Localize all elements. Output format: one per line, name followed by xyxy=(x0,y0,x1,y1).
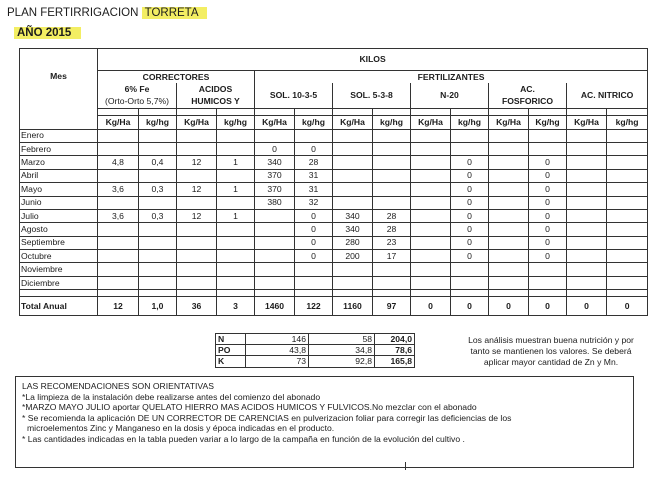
table-row xyxy=(20,129,648,142)
note-line: aplicar mayor cantidad de Zn y Mn. xyxy=(483,357,619,367)
month-name: Septiembre xyxy=(20,236,98,249)
table-cell xyxy=(139,263,177,276)
recommendations-heading: LAS RECOMENDACIONES SON ORIENTATIVAS xyxy=(22,381,214,391)
table-cell xyxy=(373,263,411,276)
table-cell: 0 xyxy=(529,250,567,263)
table-cell: 370 xyxy=(255,183,295,196)
table-cell xyxy=(98,129,139,142)
table-cell xyxy=(295,276,333,289)
table-cell: 32 xyxy=(295,196,333,209)
recommendation-line: microelementos Zinc y Manganeso en la dosis y época indicadas en el producto. xyxy=(27,423,335,433)
table-cell xyxy=(255,263,295,276)
table-cell xyxy=(373,142,411,155)
table-cell: 3,6 xyxy=(98,183,139,196)
table-cell xyxy=(177,236,217,249)
table-cell: 0,3 xyxy=(139,209,177,222)
table-row xyxy=(20,209,648,222)
table-cell xyxy=(139,236,177,249)
table-cell: 0 xyxy=(295,250,333,263)
document-title xyxy=(7,7,207,19)
table-cell xyxy=(567,129,607,142)
unit-header: Kg/Ha xyxy=(567,116,607,129)
unit-header: kg/hg xyxy=(373,116,411,129)
total-row xyxy=(20,297,648,316)
unit-header: Kg/Ha xyxy=(411,116,451,129)
table-cell xyxy=(411,250,451,263)
kilos-header: KILOS xyxy=(98,49,648,71)
fertilizantes-header: FERTILIZANTES xyxy=(255,71,648,84)
table-cell xyxy=(98,236,139,249)
note-line: tanto se mantienen los valores. Se deberá xyxy=(470,346,632,356)
sol538-header: SOL. 5-3-8 xyxy=(333,83,411,108)
table-row xyxy=(20,196,648,209)
table-cell xyxy=(489,183,529,196)
scan-mark xyxy=(405,462,406,470)
table-cell xyxy=(177,223,217,236)
month-name: Febrero xyxy=(20,142,98,155)
table-cell: 28 xyxy=(373,223,411,236)
unit-header: kg/hg xyxy=(607,116,648,129)
total-cell: 1160 xyxy=(333,297,373,316)
table-cell xyxy=(333,263,373,276)
total-cell: 36 xyxy=(177,297,217,316)
table-cell xyxy=(567,276,607,289)
table-cell xyxy=(177,276,217,289)
table-row xyxy=(20,250,648,263)
table-cell xyxy=(139,196,177,209)
fe-header-2: (Orto-Orto 5,7%) xyxy=(98,96,177,109)
npk-row xyxy=(216,345,415,356)
table-cell xyxy=(567,223,607,236)
table-cell: 31 xyxy=(295,183,333,196)
table-cell: 340 xyxy=(333,223,373,236)
table-cell xyxy=(411,129,451,142)
total-cell: 0 xyxy=(529,297,567,316)
table-cell xyxy=(217,223,255,236)
table-cell xyxy=(139,276,177,289)
month-name: Enero xyxy=(20,129,98,142)
table-cell xyxy=(98,263,139,276)
table-cell xyxy=(607,250,648,263)
total-cell: 0 xyxy=(489,297,529,316)
table-cell xyxy=(567,209,607,222)
table-cell xyxy=(529,142,567,155)
table-cell: 12 xyxy=(177,156,217,169)
table-cell xyxy=(489,236,529,249)
table-cell xyxy=(373,183,411,196)
table-cell xyxy=(217,196,255,209)
table-cell: 17 xyxy=(373,250,411,263)
table-cell xyxy=(139,223,177,236)
table-cell xyxy=(607,129,648,142)
table-cell xyxy=(333,196,373,209)
table-cell xyxy=(373,129,411,142)
total-cell: 0 xyxy=(451,297,489,316)
table-cell: 0 xyxy=(529,196,567,209)
table-cell xyxy=(177,169,217,182)
table-cell: 370 xyxy=(255,169,295,182)
table-cell: 0 xyxy=(451,169,489,182)
recommendation-line: * Se recomienda la aplicación DE UN CORRECTOR DE CARENCIAS en pulverizacion foliar para corregir las deficiencias de los xyxy=(22,412,512,423)
table-cell: 0 xyxy=(451,183,489,196)
table-cell: 23 xyxy=(373,236,411,249)
month-name: Octubre xyxy=(20,250,98,263)
table-cell xyxy=(98,276,139,289)
npk-label: K xyxy=(216,356,246,367)
table-cell xyxy=(529,276,567,289)
table-cell xyxy=(411,223,451,236)
nitrico-header: AC. NITRICO xyxy=(567,83,648,108)
table-cell xyxy=(411,156,451,169)
table-cell: 12 xyxy=(177,183,217,196)
fosforico-header-2: FOSFORICO xyxy=(489,96,567,109)
table-cell xyxy=(489,263,529,276)
table-cell: 200 xyxy=(333,250,373,263)
table-cell xyxy=(98,169,139,182)
unit-header: Kg/Ha xyxy=(177,116,217,129)
table-cell xyxy=(607,209,648,222)
unit-header: kg/hg xyxy=(217,116,255,129)
table-cell xyxy=(607,223,648,236)
recommendations-box xyxy=(15,376,634,468)
total-cell: 1,0 xyxy=(139,297,177,316)
table-cell xyxy=(567,236,607,249)
table-cell: 0 xyxy=(529,223,567,236)
table-cell xyxy=(295,263,333,276)
table-cell xyxy=(411,169,451,182)
npk-value: 43,8 xyxy=(246,345,309,356)
month-name: Marzo xyxy=(20,156,98,169)
table-cell xyxy=(567,183,607,196)
table-cell xyxy=(607,196,648,209)
table-cell: 1 xyxy=(217,183,255,196)
table-cell xyxy=(489,129,529,142)
table-cell: 340 xyxy=(255,156,295,169)
table-cell: 28 xyxy=(373,209,411,222)
table-cell xyxy=(373,276,411,289)
table-cell xyxy=(489,223,529,236)
table-cell xyxy=(177,142,217,155)
table-cell: 0 xyxy=(451,223,489,236)
npk-summary-table xyxy=(215,333,415,368)
table-cell: 1 xyxy=(217,209,255,222)
total-cell: 12 xyxy=(98,297,139,316)
table-cell xyxy=(489,156,529,169)
table-cell xyxy=(98,142,139,155)
table-cell: 0 xyxy=(295,209,333,222)
table-cell xyxy=(451,276,489,289)
table-cell xyxy=(255,236,295,249)
table-cell xyxy=(333,183,373,196)
total-cell: 97 xyxy=(373,297,411,316)
analysis-note xyxy=(455,335,647,368)
table-cell: 0 xyxy=(451,196,489,209)
month-name: Julio xyxy=(20,209,98,222)
table-cell xyxy=(255,129,295,142)
table-cell xyxy=(373,196,411,209)
npk-row xyxy=(216,356,415,367)
table-cell xyxy=(333,156,373,169)
table-row xyxy=(20,276,648,289)
table-cell xyxy=(451,129,489,142)
table-cell xyxy=(529,129,567,142)
month-name: Mayo xyxy=(20,183,98,196)
table-cell xyxy=(139,250,177,263)
table-cell: 0 xyxy=(255,142,295,155)
total-label: Total Anual xyxy=(20,297,98,316)
npk-label: N xyxy=(216,334,246,345)
table-cell: 0 xyxy=(451,209,489,222)
table-cell: 0 xyxy=(295,236,333,249)
table-cell xyxy=(567,169,607,182)
table-cell: 12 xyxy=(177,209,217,222)
table-cell xyxy=(139,169,177,182)
unit-header: Kg/Ha xyxy=(489,116,529,129)
table-cell xyxy=(98,250,139,263)
table-row xyxy=(20,169,648,182)
table-cell xyxy=(411,142,451,155)
table-cell: 0 xyxy=(451,250,489,263)
table-cell xyxy=(607,263,648,276)
table-cell xyxy=(607,236,648,249)
table-cell: 0 xyxy=(529,169,567,182)
mes-header: Mes xyxy=(20,71,98,84)
table-cell xyxy=(177,196,217,209)
table-cell: 4,8 xyxy=(98,156,139,169)
correctores-header: CORRECTORES xyxy=(98,71,255,84)
table-cell xyxy=(333,129,373,142)
table-cell xyxy=(177,250,217,263)
unit-header: Kg/Ha xyxy=(333,116,373,129)
table-cell xyxy=(529,263,567,276)
table-cell: 0 xyxy=(529,209,567,222)
table-cell: 0,3 xyxy=(139,183,177,196)
table-cell xyxy=(333,142,373,155)
table-cell xyxy=(177,263,217,276)
table-cell xyxy=(489,196,529,209)
mes-header-top xyxy=(20,49,98,71)
npk-row xyxy=(216,334,415,345)
unit-header: kg/hg xyxy=(295,116,333,129)
fosforico-header-1: AC. xyxy=(489,83,567,95)
table-row xyxy=(20,263,648,276)
table-cell xyxy=(607,142,648,155)
table-cell xyxy=(451,263,489,276)
table-cell xyxy=(139,142,177,155)
table-cell xyxy=(295,129,333,142)
table-cell: 380 xyxy=(255,196,295,209)
table-cell xyxy=(607,169,648,182)
table-row xyxy=(20,236,648,249)
table-cell xyxy=(489,250,529,263)
table-cell xyxy=(567,263,607,276)
table-cell xyxy=(255,250,295,263)
unit-header: kg/hg xyxy=(451,116,489,129)
table-cell: 3,6 xyxy=(98,209,139,222)
table-cell xyxy=(489,276,529,289)
table-cell xyxy=(255,276,295,289)
recommendation-line: *La limpieza de la instalación debe realizarse antes del comienzo del abonado xyxy=(22,391,321,402)
fertigation-table xyxy=(19,48,648,316)
table-cell xyxy=(373,169,411,182)
npk-total: 165,8 xyxy=(375,356,415,367)
table-row xyxy=(20,223,648,236)
npk-value: 146 xyxy=(246,334,309,345)
month-name: Abril xyxy=(20,169,98,182)
table-cell xyxy=(567,156,607,169)
table-cell: 0 xyxy=(295,223,333,236)
table-cell xyxy=(411,183,451,196)
table-cell xyxy=(411,196,451,209)
table-cell xyxy=(217,263,255,276)
month-name: Junio xyxy=(20,196,98,209)
table-cell: 0 xyxy=(529,183,567,196)
table-row xyxy=(20,142,648,155)
table-cell: 340 xyxy=(333,209,373,222)
table-cell: 0,4 xyxy=(139,156,177,169)
unit-header: kg/hg xyxy=(139,116,177,129)
table-cell xyxy=(217,250,255,263)
month-name: Diciembre xyxy=(20,276,98,289)
table-cell: 0 xyxy=(295,142,333,155)
npk-total: 204,0 xyxy=(375,334,415,345)
table-cell xyxy=(139,129,177,142)
table-cell xyxy=(255,209,295,222)
table-cell xyxy=(217,129,255,142)
note-line: Los análisis muestran buena nutrición y por xyxy=(468,335,634,345)
table-cell xyxy=(567,142,607,155)
table-cell xyxy=(607,276,648,289)
total-cell: 0 xyxy=(607,297,648,316)
table-cell xyxy=(489,209,529,222)
table-cell xyxy=(177,129,217,142)
n20-header: N-20 xyxy=(411,83,489,108)
title-prefix: PLAN FERTIRRIGACION xyxy=(7,7,139,19)
total-cell: 1460 xyxy=(255,297,295,316)
total-cell: 0 xyxy=(411,297,451,316)
table-cell xyxy=(451,142,489,155)
table-cell xyxy=(333,276,373,289)
table-cell xyxy=(255,223,295,236)
unit-header: Kg/hg xyxy=(529,116,567,129)
table-cell xyxy=(217,169,255,182)
npk-value: 73 xyxy=(246,356,309,367)
npk-value: 34,8 xyxy=(309,345,375,356)
acidos-header-1: ACIDOS xyxy=(177,83,255,95)
sol1035-header: SOL. 10-3-5 xyxy=(255,83,333,108)
month-name: Agosto xyxy=(20,223,98,236)
table-cell: 31 xyxy=(295,169,333,182)
table-row xyxy=(20,156,648,169)
table-cell xyxy=(217,142,255,155)
month-name: Noviembre xyxy=(20,263,98,276)
table-cell xyxy=(411,276,451,289)
table-cell xyxy=(217,276,255,289)
table-cell: 1 xyxy=(217,156,255,169)
total-cell: 3 xyxy=(217,297,255,316)
table-cell xyxy=(333,169,373,182)
table-cell xyxy=(567,250,607,263)
table-row xyxy=(20,183,648,196)
unit-header: Kg/Ha xyxy=(98,116,139,129)
table-cell xyxy=(411,263,451,276)
npk-value: 58 xyxy=(309,334,375,345)
table-cell xyxy=(411,236,451,249)
table-cell: 0 xyxy=(529,156,567,169)
recommendation-line: * Las cantidades indicadas en la tabla pueden variar a lo largo de la campaña en función de la evolución del cultivo . xyxy=(22,433,465,444)
total-cell: 0 xyxy=(567,297,607,316)
table-cell xyxy=(411,209,451,222)
recommendation-line: *MARZO MAYO JULIO aportar QUELATO HIERRO MAS ACIDOS HUMICOS Y FULVICOS.No mezclar con el abonado xyxy=(22,402,477,412)
table-cell xyxy=(373,156,411,169)
table-cell xyxy=(607,183,648,196)
table-cell xyxy=(489,169,529,182)
table-cell xyxy=(489,142,529,155)
table-cell xyxy=(567,196,607,209)
title-place: TORRETA xyxy=(142,7,207,19)
table-cell xyxy=(98,223,139,236)
table-cell: 280 xyxy=(333,236,373,249)
unit-header: Kg/Ha xyxy=(255,116,295,129)
acidos-header-2: HUMICOS Y xyxy=(177,96,255,109)
npk-value: 92,8 xyxy=(309,356,375,367)
table-cell xyxy=(607,156,648,169)
fe-header-1: 6% Fe xyxy=(98,83,177,95)
table-cell xyxy=(217,236,255,249)
table-cell: 28 xyxy=(295,156,333,169)
table-cell: 0 xyxy=(529,236,567,249)
npk-label: PO xyxy=(216,345,246,356)
table-cell xyxy=(98,196,139,209)
total-cell: 122 xyxy=(295,297,333,316)
table-cell: 0 xyxy=(451,236,489,249)
npk-total: 78,6 xyxy=(375,345,415,356)
year-label: AÑO 2015 xyxy=(14,27,81,39)
table-cell: 0 xyxy=(451,156,489,169)
